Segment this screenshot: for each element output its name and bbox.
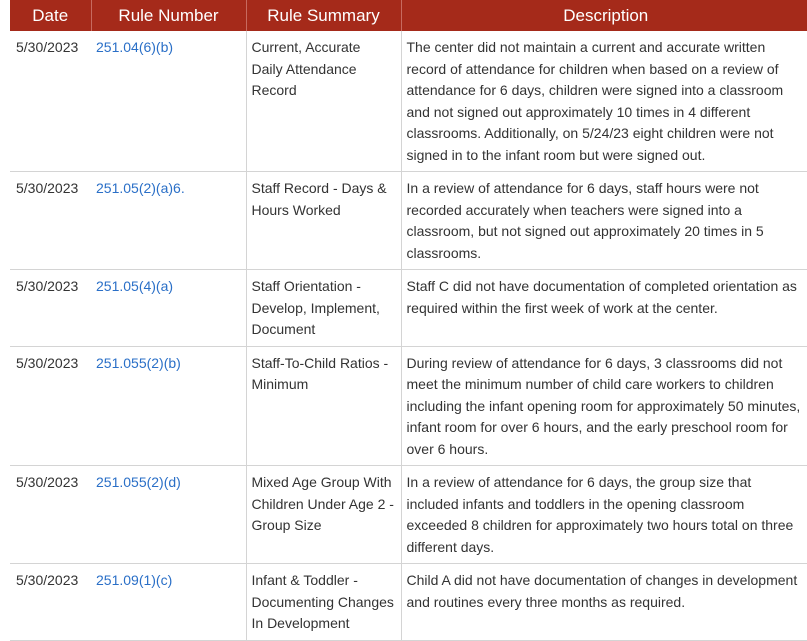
cell-rule-summary: Staff-To-Child Ratios - Minimum — [246, 346, 401, 466]
cell-description: In a review of attendance for 6 days, the group size that included infants and toddlers in the opening classroom exceeded 8 children for approximately two hours total on three different days. — [401, 466, 807, 564]
header-rule-summary: Rule Summary — [246, 0, 401, 31]
cell-date: 5/30/2023 — [10, 31, 91, 172]
cell-date: 5/30/2023 — [10, 270, 91, 347]
rule-number-link[interactable]: 251.05(4)(a) — [96, 278, 174, 294]
table-row — [10, 270, 807, 347]
table-row — [10, 31, 807, 172]
rule-number-link[interactable]: 251.04(6)(b) — [96, 39, 174, 55]
table-row — [10, 172, 807, 270]
cell-date: 5/30/2023 — [10, 466, 91, 564]
cell-rule-summary: Current, Accurate Daily Attendance Record — [246, 31, 401, 172]
cell-date: 5/30/2023 — [10, 172, 91, 270]
cell-description: During review of attendance for 6 days, 3 classrooms did not meet the minimum number of child care workers to children including the infant opening room for approximately 50 minutes, infant room for over 6 hours, and the early preschool room for over 6 hours. — [401, 346, 807, 466]
header-description: Description — [401, 0, 807, 31]
rule-number-link[interactable]: 251.055(2)(b) — [96, 354, 181, 371]
table-row — [10, 564, 807, 641]
cell-date: 5/30/2023 — [10, 564, 91, 641]
cell-rule-summary: Mixed Age Group With Children Under Age 2 - Group Size — [246, 466, 401, 564]
cell-description: In a review of attendance for 6 days, staff hours were not recorded accurately when teachers were signed into a classroom, but not signed out approximately 20 times in 5 classrooms. — [401, 172, 807, 270]
cell-description: Child A did not have documentation of changes in development and routines every three months as required. — [401, 564, 807, 641]
rule-number-link[interactable]: 251.05(2)(a)6. — [96, 180, 185, 196]
cell-rule-summary: Infant & Toddler - Documenting Changes In Development — [246, 564, 401, 641]
cell-rule-summary: Staff Orientation - Develop, Implement, Document — [246, 270, 401, 347]
cell-rule-summary: Staff Record - Days & Hours Worked — [246, 172, 401, 270]
violations-table — [10, 0, 807, 641]
table-row — [10, 346, 807, 466]
cell-description: The center did not maintain a current and accurate written record of attendance for children when based on a review of attendance for 6 days, children were signed into a classroom and not signed out approximately 10 times in 4 different classrooms. Additionally, on 5/24/23 eight children were not signed in to the infant room but were signed out. — [401, 31, 807, 172]
cell-description: Staff C did not have documentation of completed orientation as required within the first week of work at the center. — [401, 270, 807, 347]
cell-date: 5/30/2023 — [10, 346, 91, 466]
table-row — [10, 466, 807, 564]
rule-number-link[interactable]: 251.09(1)(c) — [96, 572, 173, 588]
header-rule-number: Rule Number — [91, 0, 246, 31]
header-date: Date — [10, 0, 91, 31]
rule-number-link[interactable]: 251.055(2)(d) — [96, 474, 181, 490]
table-header-row — [10, 0, 807, 31]
